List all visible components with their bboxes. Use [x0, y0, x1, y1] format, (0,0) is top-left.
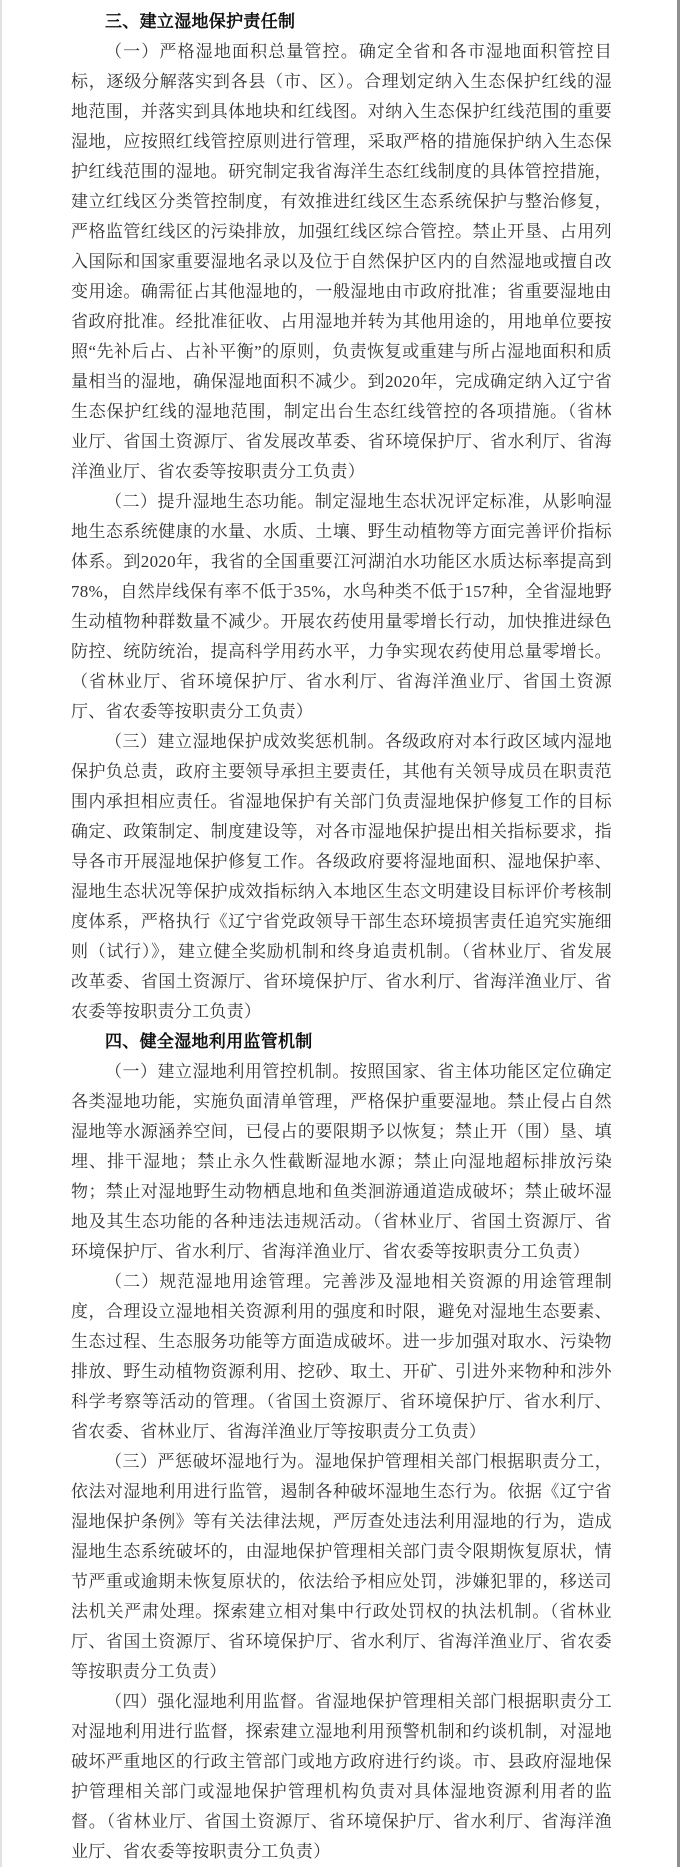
paragraph: （三）严惩破坏湿地行为。湿地保护管理相关部门根据职责分工，依法对湿地利用进行监管，遏制各种破坏湿地生态行为。依据《辽宁省湿地保护条例》等有关法律法规，严厉查处违法利用湿地的行为，造成湿地生态系统破坏的，由湿地保护管理相关部门责令限期恢复原状，情节严重或逾期未恢复原状的，依法给予相应处罚，涉嫌犯罪的，移送司法机关严肃处理。探索建立相对集中行政处罚权的执法机制。（省林业厅、省国土资源厅、省环境保护厅、省水利厅、省海洋渔业厅、省农委等按职责分工负责）	[71, 1452, 612, 1681]
content-frame-left-border	[0, 0, 2, 1867]
paragraph: （一）建立湿地利用管控机制。按照国家、省主体功能区定位确定各类湿地功能，实施负面清单管理，严格保护重要湿地。禁止侵占自然湿地等水源涵养空间，已侵占的要限期予以恢复；禁止开（围）垦、填埋、排干湿地；禁止永久性截断湿地水源；禁止向湿地超标排放污染物；禁止对湿地野生动物栖息地和鱼类洄游通道造成破坏；禁止破坏湿地及其生态功能的各种违法违规活动。（省林业厅、省国土资源厅、省环境保护厅、省水利厅、省海洋渔业厅、省农委等按职责分工负责）	[71, 1062, 612, 1261]
content-frame-right-border	[677, 0, 680, 1867]
section-3-wetland-protection-responsibility	[71, 7, 612, 1027]
paragraph: （三）建立湿地保护成效奖惩机制。各级政府对本行政区域内湿地保护负总责，政府主要领导承担主要责任，其他有关领导成员在职责范围内承担相应责任。省湿地保护有关部门负责湿地保护修复工作的目标确定、政策制定、制度建设等，对各市湿地保护提出相关指标要求，指导各市开展湿地保护修复工作。各级政府要将湿地面积、湿地保护率、湿地生态状况等保护成效指标纳入本地区生态文明建设目标评价考核制度体系，严格执行《辽宁省党政领导干部生态环境损害责任追究实施细则（试行）》，建立健全奖励机制和终身追责机制。（省林业厅、省发展改革委、省国土资源厅、省环境保护厅、省水利厅、省海洋渔业厅、省农委等按职责分工负责）	[71, 732, 612, 1021]
section-heading: 三、建立湿地保护责任制	[105, 12, 296, 31]
paragraph: （二）提升湿地生态功能。制定湿地生态状况评定标准，从影响湿地生态系统健康的水量、水质、土壤、野生动植物等方面完善评价指标体系。到2020年，我省的全国重要江河湖泊水功能区水质达标率提高到78%，自然岸线保有率不低于35%，水鸟种类不低于157种，全省湿地野生动植物种群数量不减少。开展农药使用量零增长行动，加快推进绿色防控、统防统治，提高科学用药水平，力争实现农药使用总量零增长。（省林业厅、省环境保护厅、省水利厅、省海洋渔业厅、省国土资源厅、省农委等按职责分工负责）	[71, 492, 612, 721]
paragraph: （四）强化湿地利用监督。省湿地保护管理相关部门根据职责分工对湿地利用进行监督，探索建立湿地利用预警机制和约谈机制，对湿地破坏严重地区的行政主管部门或地方政府进行约谈。市、县政府湿地保护管理相关部门或湿地保护管理机构负责对具体湿地资源利用者的监督。（省林业厅、省国土资源厅、省环境保护厅、省水利厅、省海洋渔业厅、省农委等按职责分工负责）	[71, 1692, 612, 1861]
paragraph: （二）规范湿地用途管理。完善涉及湿地相关资源的用途管理制度，合理设立湿地相关资源利用的强度和时限，避免对湿地生态要素、生态过程、生态服务功能等方面造成破坏。进一步加强对取水、污染物排放、野生动植物资源利用、挖砂、取土、开矿、引进外来物种和涉外科学考察等活动的管理。（省国土资源厅、省环境保护厅、省水利厅、省农委、省林业厅、省海洋渔业厅等按职责分工负责）	[71, 1272, 612, 1441]
document-body	[71, 0, 612, 1867]
section-heading: 四、健全湿地利用监管机制	[105, 1032, 313, 1051]
section-4-wetland-use-supervision	[71, 1027, 612, 1867]
paragraph: （一）严格湿地面积总量管控。确定全省和各市湿地面积管控目标，逐级分解落实到各县（市、区）。合理划定纳入生态保护红线的湿地范围，并落实到具体地块和红线图。对纳入生态保护红线范围的重要湿地，应按照红线管控原则进行管理，采取严格的措施保护纳入生态保护红线范围的湿地。研究制定我省海洋生态红线制度的具体管控措施，建立红线区分类管控制度，有效推进红线区生态系统保护与整治修复，严格监管红线区的污染排放，加强红线区综合管控。禁止开垦、占用列入国际和国家重要湿地名录以及位于自然保护区内的自然湿地或擅自改变用途。确需征占其他湿地的，一般湿地由市政府批准；省重要湿地由省政府批准。经批准征收、占用湿地并转为其他用途的，用地单位要按照“先补后占、占补平衡”的原则，负责恢复或重建与所占湿地面积和质量相当的湿地，确保湿地面积不减少。到2020年，完成确定纳入辽宁省生态保护红线的湿地范围，制定出台生态红线管控的各项措施。（省林业厅、省国土资源厅、省发展改革委、省环境保护厅、省水利厅、省海洋渔业厅、省农委等按职责分工负责）	[71, 42, 612, 481]
